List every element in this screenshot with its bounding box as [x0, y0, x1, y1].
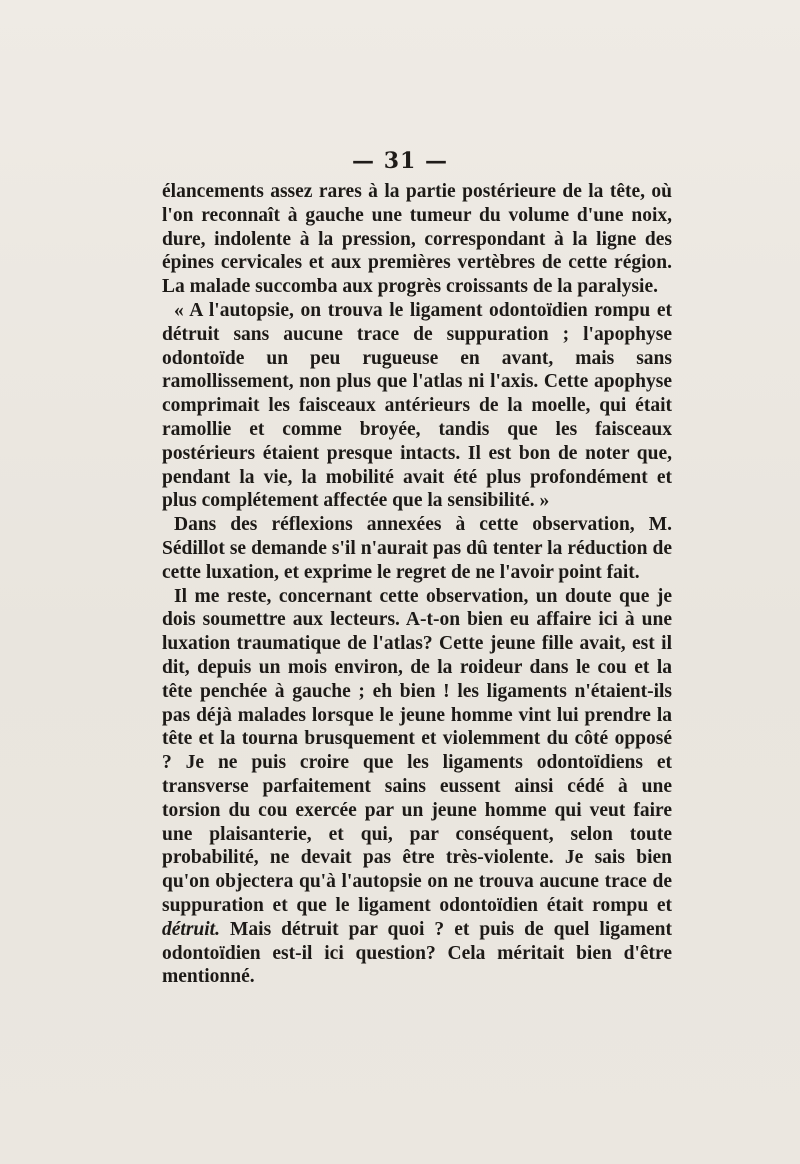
page-number: — 31 — — [352, 148, 448, 174]
body-text — [162, 180, 672, 989]
paragraph-4 — [162, 585, 672, 990]
paragraph-2: « A l'autopsie, on trouva le ligament odontoïdien rompu et détruit sans aucune trace de suppuration ; l'apophyse odontoïde un peu rugueuse en avant, mais sans ramollissement, non plus que l'atlas ni l'axis. Cette apophyse comprimait les faisceaux antérieurs de la moelle, qui était ramollie et comme broyée, tandis que les faisceaux postérieurs étaient presque intacts. Il est bon de noter que, pendant la vie, la mobilité avait été plus profondément et plus complétement affectée que la sensibilité. » — [162, 299, 672, 512]
paragraph-4-text-b: Mais détruit par quoi ? et puis de quel ligament odontoïdien est-il ici question? Cela méritait bien d'être mentionné. — [162, 918, 672, 988]
paragraph-4-italic: détruit. — [162, 918, 220, 940]
paragraph-1: élancements assez rares à la partie postérieure de la tête, où l'on reconnaît à gauche une tumeur du volume d'une noix, dure, indolente à la pression, correspondant à la ligne des épines cervicales et aux premières vertèbres de cette région. La malade succomba aux progrès croissants de la paralysie. — [162, 181, 672, 298]
paragraph-3: Dans des réflexions annexées à cette observation, M. Sédillot se demande s'il n'aurait pas dû tenter la réduction de cette luxation, et exprime le regret de ne l'avoir point fait. — [162, 514, 672, 583]
paragraph-4-text-a: Il me reste, concernant cette observation, un doute que je dois soumettre aux lecteurs. A-t-on bien eu affaire ici à une luxation traumatique de l'atlas? Cette jeune fille avait, est il dit, depuis un mois environ, de la roideur dans le cou et la tête penchée à gauche ; eh bien ! les ligaments n'étaient-ils pas déjà malades lorsque le jeune homme vint lui prendre la tête et la tourna brusquement et violemment du côté opposé ? Je ne puis croire que les ligaments odontoïdiens et transverse parfaitement sains eussent ainsi cédé à une torsion du cou exercée par un jeune homme qui veut faire une plaisanterie, et qui, par conséquent, selon toute probabilité, ne devait pas être très-violente. Je sais bien qu'on objectera qu'à l'autopsie on ne trouva aucune trace de suppuration et que le ligament odontoïdien était rompu et — [162, 585, 672, 916]
